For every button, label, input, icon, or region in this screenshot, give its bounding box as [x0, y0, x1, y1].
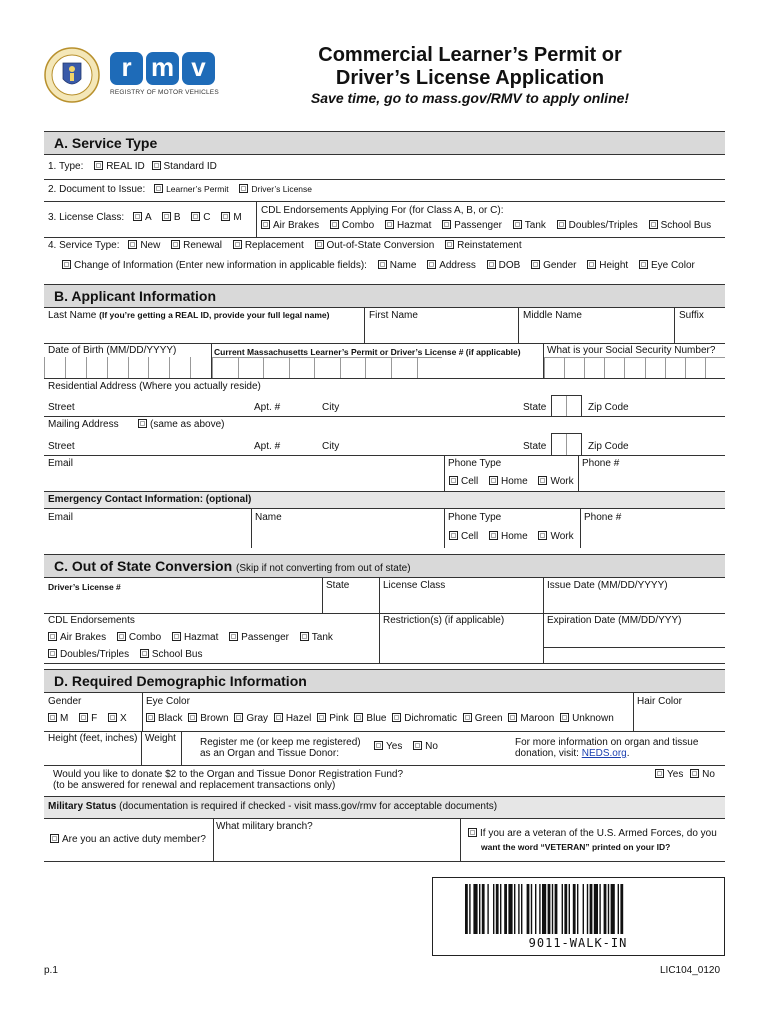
change-eye-color[interactable]: Eye Color	[639, 260, 695, 271]
oos-state-label: State	[326, 580, 350, 591]
checkbox-icon[interactable]	[234, 713, 243, 722]
mailing-address-label: Mailing Address	[48, 419, 119, 430]
phone-number-input[interactable]	[579, 470, 725, 490]
mail-zip-label: Zip Code	[588, 441, 629, 452]
first-name-label: First Name	[369, 310, 418, 321]
checkbox-icon[interactable]	[513, 220, 522, 229]
section-c-header	[44, 554, 725, 578]
checkbox-icon[interactable]	[128, 240, 137, 249]
military-branch-input[interactable]	[214, 834, 460, 860]
checkbox-icon[interactable]	[50, 834, 59, 843]
change-gender[interactable]: Gender	[531, 260, 576, 271]
oos-cdl-combo[interactable]: Combo	[117, 632, 161, 643]
gender-x[interactable]: X	[108, 713, 127, 724]
change-row	[62, 260, 695, 271]
service-new[interactable]: New	[128, 240, 160, 251]
checkbox-icon[interactable]	[152, 161, 161, 170]
service-label: 4. Service Type:	[48, 240, 120, 251]
checkbox-icon[interactable]	[374, 741, 383, 750]
change-name[interactable]: Name	[378, 260, 417, 271]
service-out-of-state[interactable]: Out-of-State Conversion	[315, 240, 435, 251]
checkbox-icon[interactable]	[138, 419, 147, 428]
checkbox-icon[interactable]	[133, 212, 142, 221]
emergency-phone-work[interactable]: Work	[538, 531, 573, 542]
mail-state-label: State	[523, 441, 547, 452]
permit-number-label: Current Massachusetts Learner’s Permit or Driver’s License # (if applicable)	[214, 347, 521, 357]
oos-cdl-passenger[interactable]: Passenger	[229, 632, 289, 643]
checkbox-icon[interactable]	[48, 649, 57, 658]
eye-hazel[interactable]: Hazel	[274, 713, 312, 724]
section-c-note: (Skip if not converting from out of state)	[236, 563, 411, 574]
oos-license-class-label: License Class	[383, 580, 446, 591]
same-as-above[interactable]: (same as above)	[138, 419, 224, 430]
class-b[interactable]: B	[162, 212, 181, 223]
emergency-contact-label: Emergency Contact Information: (optional)	[48, 494, 252, 505]
checkbox-icon[interactable]	[62, 260, 71, 269]
oos-restrictions-label: Restriction(s) (if applicable)	[383, 615, 505, 626]
military-branch-label: What military branch?	[216, 821, 313, 832]
checkbox-icon[interactable]	[487, 260, 496, 269]
cdl-combo[interactable]: Combo	[330, 220, 374, 231]
checkbox-icon[interactable]	[489, 531, 498, 540]
active-duty-question[interactable]: Are you an active duty member?	[50, 834, 206, 845]
dob-label: Date of Birth (MM/DD/YYYY)	[48, 345, 177, 356]
section-b-title: B. Applicant Information	[54, 288, 217, 304]
cdl-doubles-triples[interactable]: Doubles/Triples	[557, 220, 638, 231]
checkbox-icon[interactable]	[233, 240, 242, 249]
last-name-input[interactable]	[44, 324, 364, 342]
checkbox-icon[interactable]	[463, 713, 472, 722]
residential-address-label: Residential Address (Where you actually reside)	[48, 381, 261, 392]
type-label: 1. Type:	[48, 161, 84, 172]
logo-letter-v: v	[182, 52, 215, 85]
mail-state-input[interactable]	[551, 433, 582, 456]
barcode-box	[432, 877, 725, 956]
phone-cell[interactable]: Cell	[449, 476, 478, 487]
emergency-phone-type-options	[449, 531, 574, 542]
checkbox-icon[interactable]	[385, 220, 394, 229]
checkbox-icon[interactable]	[274, 713, 283, 722]
checkbox-icon[interactable]	[162, 212, 171, 221]
checkbox-icon[interactable]	[508, 713, 517, 722]
form-title-line1: Commercial Learner’s Permit or	[318, 44, 622, 66]
eye-brown[interactable]: Brown	[188, 713, 228, 724]
change-dob[interactable]: DOB	[487, 260, 521, 271]
oos-cdl-endorsements-label: CDL Endorsements	[48, 615, 135, 626]
checkbox-icon[interactable]	[315, 240, 324, 249]
emergency-phone-type-label: Phone Type	[448, 512, 502, 523]
checkbox-icon[interactable]	[300, 632, 309, 641]
oos-cdl-tank[interactable]: Tank	[300, 632, 333, 643]
weight-label: Weight	[145, 733, 176, 744]
email-input[interactable]	[44, 470, 444, 490]
more-info-line1: For more information on organ and tissue	[515, 737, 699, 748]
checkbox-icon[interactable]	[221, 212, 230, 221]
suffix-label: Suffix	[679, 310, 704, 321]
gender-f[interactable]: F	[79, 713, 97, 724]
class-a[interactable]: A	[133, 212, 151, 223]
donor-register-line2: as an Organ and Tissue Donor:	[200, 748, 339, 759]
barcode-text: 9011-WALK-IN	[528, 936, 628, 950]
eye-color-options	[146, 713, 614, 724]
mail-street-label: Street	[48, 441, 75, 452]
emergency-phone-home[interactable]: Home	[489, 531, 528, 542]
checkbox-icon[interactable]	[690, 769, 699, 778]
page-number: p.1	[44, 965, 58, 976]
oos-cdl-air-brakes[interactable]: Air Brakes	[48, 632, 106, 643]
eye-dichromatic[interactable]: Dichromatic	[392, 713, 457, 724]
checkbox-icon[interactable]	[639, 260, 648, 269]
oos-issue-date-label: Issue Date (MM/DD/YYYY)	[547, 580, 668, 591]
phone-work[interactable]: Work	[538, 476, 573, 487]
hair-color-input[interactable]	[634, 708, 725, 730]
checkbox-icon[interactable]	[655, 769, 664, 778]
checkbox-icon[interactable]	[79, 713, 88, 722]
checkbox-icon[interactable]	[560, 713, 569, 722]
phone-type-options	[449, 476, 574, 487]
donate-question-line1: Would you like to donate $2 to the Organ and Tissue Donor Registration Fund?	[53, 769, 404, 780]
checkbox-icon[interactable]	[557, 220, 566, 229]
section-a-title: A. Service Type	[54, 135, 158, 151]
oos-cdl-options-row1	[48, 632, 333, 643]
eye-pink[interactable]: Pink	[317, 713, 348, 724]
oos-cdl-options-row2	[48, 649, 202, 660]
checkbox-icon[interactable]	[449, 531, 458, 540]
checkbox-icon[interactable]	[392, 713, 401, 722]
checkbox-icon[interactable]	[171, 240, 180, 249]
class-row	[48, 212, 242, 223]
section-c-title: C. Out of State Conversion (Skip if not converting from out of state)	[54, 558, 411, 574]
emergency-email-label: Email	[48, 512, 74, 523]
checkbox-icon[interactable]	[649, 220, 658, 229]
checkbox-icon[interactable]	[413, 741, 422, 750]
more-info-line2: donation, visit: NEDS.org.	[515, 748, 630, 759]
mail-apt-label: Apt. #	[254, 441, 281, 452]
emergency-phone-cell[interactable]: Cell	[449, 531, 478, 542]
state-seal	[44, 47, 100, 103]
suffix-input[interactable]	[675, 324, 725, 342]
checkbox-icon[interactable]	[154, 184, 163, 193]
oos-cdl-doubles-triples[interactable]: Doubles/Triples	[48, 649, 129, 660]
class-m[interactable]: M	[221, 212, 241, 223]
checkbox-icon[interactable]	[146, 713, 155, 722]
donor-register-line1: Register me (or keep me registered)	[200, 737, 361, 748]
cdl-endorsements-label: CDL Endorsements Applying For (for Class A, B, or C):	[261, 205, 504, 216]
emergency-name-label: Name	[255, 512, 282, 523]
gender-label: Gender	[48, 696, 82, 707]
checkbox-icon[interactable]	[449, 476, 458, 485]
mail-city-label: City	[322, 441, 340, 452]
donor-no[interactable]: No	[413, 741, 438, 752]
res-state-label: State	[523, 402, 547, 413]
checkbox-icon[interactable]	[587, 260, 596, 269]
donate-yes[interactable]: Yes	[655, 769, 683, 780]
emergency-phone-number-label: Phone #	[584, 512, 622, 523]
class-label: 3. License Class:	[48, 212, 125, 223]
cdl-school-bus[interactable]: School Bus	[649, 220, 712, 231]
res-apt-label: Apt. #	[254, 402, 281, 413]
checkbox-icon[interactable]	[468, 828, 477, 837]
phone-number-label: Phone #	[582, 458, 620, 469]
barcode-icon	[465, 884, 693, 934]
donate-no[interactable]: No	[690, 769, 715, 780]
veteran-question[interactable]: If you are a veteran of the U.S. Armed Forces, do you	[468, 828, 717, 839]
donor-yes[interactable]: Yes	[374, 741, 402, 752]
oos-cdl-school-bus[interactable]: School Bus	[140, 649, 203, 660]
rmv-logo	[108, 52, 220, 100]
checkbox-icon[interactable]	[261, 220, 270, 229]
logo-caption: REGISTRY OF MOTOR VEHICLES	[110, 89, 219, 96]
checkbox-icon[interactable]	[538, 476, 547, 485]
checkbox-icon[interactable]	[48, 632, 57, 641]
checkbox-icon[interactable]	[191, 212, 200, 221]
middle-name-label: Middle Name	[523, 310, 582, 321]
emergency-contact-bar	[44, 492, 725, 508]
checkbox-icon[interactable]	[489, 476, 498, 485]
section-d-header	[44, 669, 725, 693]
doc-row	[48, 184, 312, 195]
donor-options	[374, 741, 438, 752]
checkbox-icon[interactable]	[239, 184, 248, 193]
checkbox-icon[interactable]	[354, 713, 363, 722]
checkbox-icon[interactable]	[48, 713, 57, 722]
checkbox-icon[interactable]	[442, 220, 451, 229]
military-status-bar	[44, 797, 725, 818]
checkbox-icon[interactable]	[531, 260, 540, 269]
cdl-passenger[interactable]: Passenger	[442, 220, 502, 231]
change-of-info[interactable]: Change of Information (Enter new information in applicable fields):	[62, 260, 367, 271]
section-a-header	[44, 131, 725, 155]
checkbox-icon[interactable]	[378, 260, 387, 269]
eye-green[interactable]: Green	[463, 713, 503, 724]
section-b-header	[44, 284, 725, 308]
gender-options	[48, 713, 127, 724]
ssn-label: What is your Social Security Number?	[547, 345, 716, 356]
gender-m[interactable]: M	[48, 713, 68, 724]
logo-letter-m: m	[146, 52, 179, 85]
veteran-question-line2: want the word “VETERAN” printed on your ID?	[481, 842, 671, 852]
change-height[interactable]: Height	[587, 260, 628, 271]
service-renewal[interactable]: Renewal	[171, 240, 222, 251]
doc-label: 2. Document to Issue:	[48, 184, 146, 195]
res-city-label: City	[322, 402, 340, 413]
middle-name-input[interactable]	[519, 324, 674, 342]
checkbox-icon[interactable]	[188, 713, 197, 722]
checkbox-icon[interactable]	[108, 713, 117, 722]
ssn-input[interactable]	[544, 357, 725, 378]
hair-color-label: Hair Color	[637, 696, 683, 707]
phone-home[interactable]: Home	[489, 476, 528, 487]
form-title-line2: Driver’s License Application	[335, 67, 605, 89]
cdl-tank[interactable]: Tank	[513, 220, 546, 231]
height-label: Height (feet, inches)	[48, 733, 138, 744]
doc-learners-permit[interactable]: Learner’s Permit	[154, 184, 229, 195]
eye-unknown[interactable]: Unknown	[560, 713, 614, 724]
cdl-air-brakes[interactable]: Air Brakes	[261, 220, 319, 231]
donate-question-line2: (to be answered for renewal and replacement transactions only)	[53, 780, 336, 791]
form-subtitle: Save time, go to mass.gov/RMV to apply online!	[310, 90, 630, 106]
checkbox-icon[interactable]	[94, 161, 103, 170]
service-reinstatement[interactable]: Reinstatement	[445, 240, 521, 251]
first-name-input[interactable]	[365, 324, 518, 342]
eye-black[interactable]: Black	[146, 713, 182, 724]
eye-gray[interactable]: Gray	[234, 713, 268, 724]
service-row	[48, 240, 522, 251]
permit-number-input[interactable]	[212, 357, 442, 378]
section-d-title: D. Required Demographic Information	[54, 673, 307, 689]
eye-color-label: Eye Color	[146, 696, 190, 707]
cdl-hazmat[interactable]: Hazmat	[385, 220, 431, 231]
form-id: LIC104_0120	[660, 965, 721, 976]
checkbox-icon[interactable]	[427, 260, 436, 269]
type-row	[48, 161, 217, 172]
class-c[interactable]: C	[191, 212, 210, 223]
eye-blue[interactable]: Blue	[354, 713, 386, 724]
donate-options	[655, 769, 715, 780]
military-status-label: Military Status (documentation is required if checked - visit mass.gov/rmv for acceptable documents)	[48, 801, 498, 812]
eye-maroon[interactable]: Maroon	[508, 713, 554, 724]
oos-cdl-hazmat[interactable]: Hazmat	[172, 632, 218, 643]
checkbox-icon[interactable]	[538, 531, 547, 540]
checkbox-icon[interactable]	[117, 632, 126, 641]
cdl-options-row	[261, 220, 711, 231]
checkbox-icon[interactable]	[445, 240, 454, 249]
checkbox-icon[interactable]	[229, 632, 238, 641]
email-label: Email	[48, 458, 74, 469]
checkbox-icon[interactable]	[140, 649, 149, 658]
res-street-label: Street	[48, 402, 75, 413]
oos-license-number-label: Driver’s License #	[48, 582, 121, 592]
dob-input[interactable]	[44, 357, 211, 378]
doc-drivers-license[interactable]: Driver’s License	[239, 184, 312, 195]
type-real-id[interactable]: REAL ID	[94, 161, 145, 172]
oos-expiration-date-label: Expiration Date (MM/DD/YYY)	[547, 615, 682, 626]
checkbox-icon[interactable]	[330, 220, 339, 229]
res-zip-label: Zip Code	[588, 402, 629, 413]
type-standard-id[interactable]: Standard ID	[152, 161, 217, 172]
phone-type-label: Phone Type	[448, 458, 502, 469]
neds-link[interactable]: NEDS.org	[581, 748, 627, 759]
change-address[interactable]: Address	[427, 260, 476, 271]
checkbox-icon[interactable]	[317, 713, 326, 722]
checkbox-icon[interactable]	[172, 632, 181, 641]
res-state-input[interactable]	[551, 395, 582, 417]
last-name-label: Last Name (If you’re getting a REAL ID, provide your full legal name)	[48, 310, 330, 321]
service-replacement[interactable]: Replacement	[233, 240, 304, 251]
logo-letter-r: r	[110, 52, 143, 85]
